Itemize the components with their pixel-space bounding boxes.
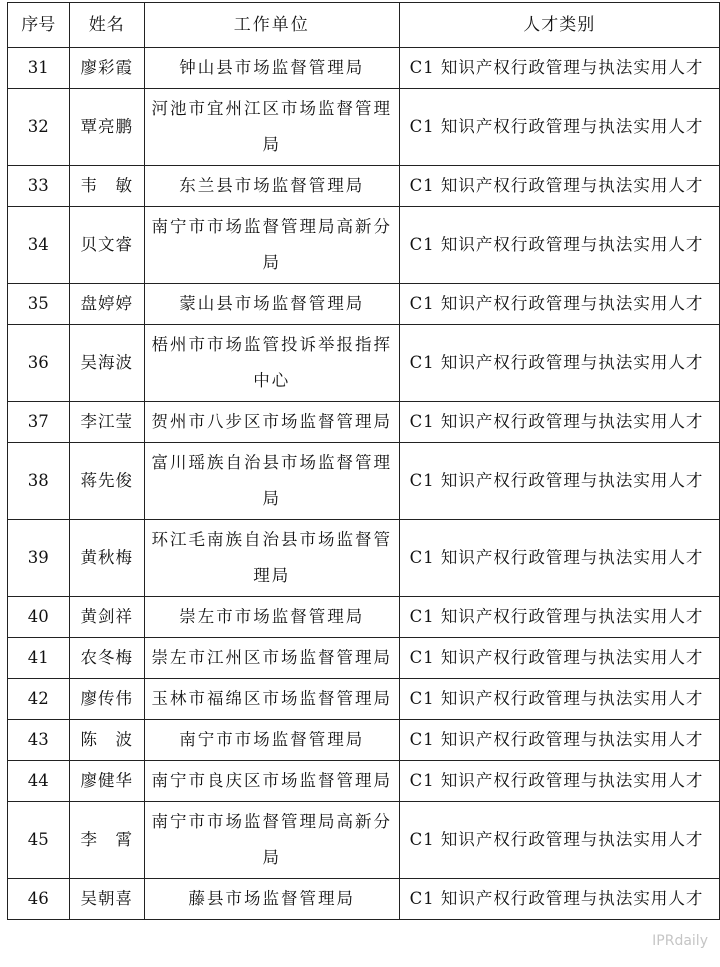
cell-name: 黄剑祥	[69, 597, 145, 638]
cell-name: 廖健华	[69, 761, 145, 802]
table-row	[8, 679, 720, 720]
cell-serial: 40	[8, 597, 70, 638]
cell-name: 盘婷婷	[69, 284, 145, 325]
cell-work-unit: 梧州市市场监管投诉举报指挥中心	[145, 325, 400, 402]
header-name: 姓名	[69, 3, 145, 48]
cell-name: 吴海波	[69, 325, 145, 402]
table-row	[8, 879, 720, 920]
cell-work-unit: 东兰县市场监督管理局	[145, 166, 400, 207]
cell-talent-category: C1 知识产权行政管理与执法实用人才	[399, 325, 719, 402]
cell-serial: 35	[8, 284, 70, 325]
cell-name: 李 霄	[69, 802, 145, 879]
cell-serial: 37	[8, 402, 70, 443]
cell-name: 廖传伟	[69, 679, 145, 720]
cell-talent-category: C1 知识产权行政管理与执法实用人才	[399, 166, 719, 207]
cell-talent-category: C1 知识产权行政管理与执法实用人才	[399, 89, 719, 166]
cell-talent-category: C1 知识产权行政管理与执法实用人才	[399, 638, 719, 679]
table-row	[8, 761, 720, 802]
table-row	[8, 638, 720, 679]
cell-talent-category: C1 知识产权行政管理与执法实用人才	[399, 802, 719, 879]
table-row	[8, 597, 720, 638]
cell-work-unit: 南宁市市场监督管理局高新分局	[145, 207, 400, 284]
cell-name: 廖彩霞	[69, 48, 145, 89]
cell-serial: 44	[8, 761, 70, 802]
table-row	[8, 207, 720, 284]
cell-name: 覃亮鹏	[69, 89, 145, 166]
cell-serial: 36	[8, 325, 70, 402]
cell-serial: 32	[8, 89, 70, 166]
cell-serial: 43	[8, 720, 70, 761]
table-row	[8, 520, 720, 597]
cell-work-unit: 南宁市良庆区市场监督管理局	[145, 761, 400, 802]
cell-talent-category: C1 知识产权行政管理与执法实用人才	[399, 879, 719, 920]
cell-serial: 46	[8, 879, 70, 920]
table-row	[8, 402, 720, 443]
header-serial: 序号	[8, 3, 70, 48]
cell-serial: 42	[8, 679, 70, 720]
table-header-row	[8, 3, 720, 48]
table-row	[8, 89, 720, 166]
cell-name: 蒋先俊	[69, 443, 145, 520]
header-work-unit: 工作单位	[145, 3, 400, 48]
cell-talent-category: C1 知识产权行政管理与执法实用人才	[399, 207, 719, 284]
cell-name: 黄秋梅	[69, 520, 145, 597]
table-body	[8, 48, 720, 920]
cell-talent-category: C1 知识产权行政管理与执法实用人才	[399, 520, 719, 597]
cell-work-unit: 崇左市市场监督管理局	[145, 597, 400, 638]
cell-talent-category: C1 知识产权行政管理与执法实用人才	[399, 679, 719, 720]
watermark-text: IPRdaily	[652, 933, 708, 949]
cell-work-unit: 藤县市场监督管理局	[145, 879, 400, 920]
cell-name: 农冬梅	[69, 638, 145, 679]
table-row	[8, 720, 720, 761]
cell-talent-category: C1 知识产权行政管理与执法实用人才	[399, 761, 719, 802]
cell-work-unit: 贺州市八步区市场监督管理局	[145, 402, 400, 443]
header-talent-category: 人才类别	[399, 3, 719, 48]
talent-list-table	[7, 2, 720, 920]
cell-work-unit: 环江毛南族自治县市场监督管理局	[145, 520, 400, 597]
cell-work-unit: 南宁市市场监督管理局	[145, 720, 400, 761]
cell-work-unit: 钟山县市场监督管理局	[145, 48, 400, 89]
table-row	[8, 802, 720, 879]
table-row	[8, 325, 720, 402]
cell-talent-category: C1 知识产权行政管理与执法实用人才	[399, 720, 719, 761]
cell-talent-category: C1 知识产权行政管理与执法实用人才	[399, 597, 719, 638]
cell-name: 吴朝喜	[69, 879, 145, 920]
cell-name: 李江莹	[69, 402, 145, 443]
table-row	[8, 48, 720, 89]
cell-talent-category: C1 知识产权行政管理与执法实用人才	[399, 443, 719, 520]
cell-serial: 33	[8, 166, 70, 207]
cell-name: 陈 波	[69, 720, 145, 761]
cell-name: 贝文睿	[69, 207, 145, 284]
table-row	[8, 284, 720, 325]
cell-serial: 45	[8, 802, 70, 879]
cell-work-unit: 富川瑶族自治县市场监督管理局	[145, 443, 400, 520]
cell-serial: 31	[8, 48, 70, 89]
cell-work-unit: 玉林市福绵区市场监督管理局	[145, 679, 400, 720]
cell-talent-category: C1 知识产权行政管理与执法实用人才	[399, 48, 719, 89]
table-row	[8, 166, 720, 207]
cell-talent-category: C1 知识产权行政管理与执法实用人才	[399, 402, 719, 443]
cell-talent-category: C1 知识产权行政管理与执法实用人才	[399, 284, 719, 325]
cell-work-unit: 河池市宜州江区市场监督管理局	[145, 89, 400, 166]
cell-work-unit: 蒙山县市场监督管理局	[145, 284, 400, 325]
table-row	[8, 443, 720, 520]
cell-serial: 34	[8, 207, 70, 284]
cell-serial: 39	[8, 520, 70, 597]
cell-serial: 41	[8, 638, 70, 679]
cell-work-unit: 崇左市江州区市场监督管理局	[145, 638, 400, 679]
cell-serial: 38	[8, 443, 70, 520]
cell-work-unit: 南宁市市场监督管理局高新分局	[145, 802, 400, 879]
cell-name: 韦 敏	[69, 166, 145, 207]
